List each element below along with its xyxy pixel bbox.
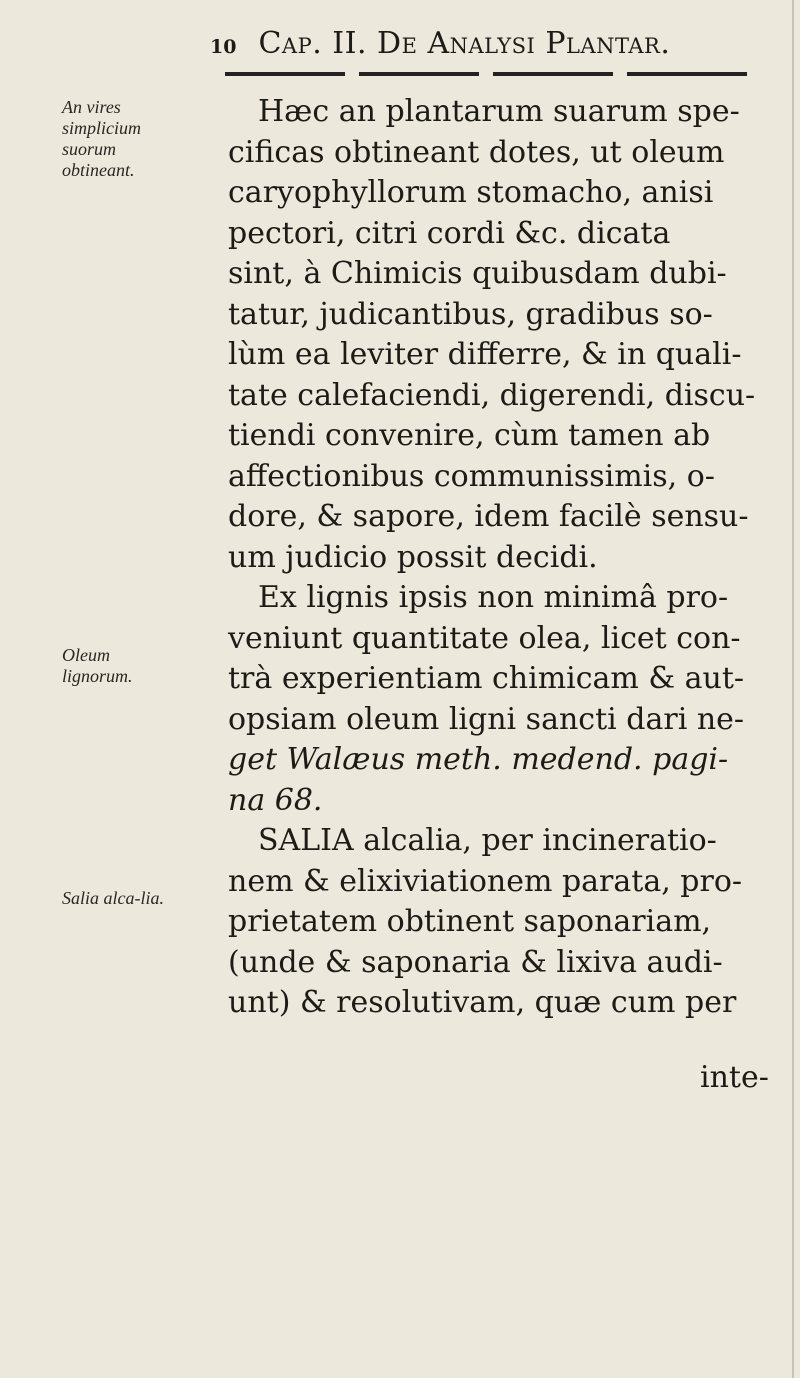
text-line: tiendi convenire, cùm tamen ab bbox=[228, 418, 711, 453]
text-line: tatur, judicantibus, gradibus so- bbox=[228, 296, 713, 332]
header-rule bbox=[225, 72, 753, 76]
text-line: opsiam oleum ligni sancti dari ne- bbox=[228, 701, 745, 737]
text-line: Hæc an plantarum suarum spe- bbox=[258, 94, 740, 129]
margin-note-salia-alcalia: Salia alca-lia. bbox=[62, 888, 164, 908]
text-line: lùm ea leviter differre, & in quali- bbox=[228, 337, 742, 372]
text-line: um judicio possit decidi. bbox=[228, 539, 598, 575]
text-line: affectionibus communissimis, o- bbox=[228, 458, 715, 494]
text-line: unt) & resolutivam, quæ cum per bbox=[228, 985, 737, 1020]
text-line: SALIA alcalia, per incineratio- bbox=[258, 823, 717, 858]
text-line: caryophyllorum stomacho, anisi bbox=[228, 175, 714, 210]
text-line: sint, à Chimicis quibusdam dubi- bbox=[228, 256, 727, 291]
text-line: cificas obtineant dotes, ut oleum bbox=[228, 134, 725, 170]
running-head: Cap. II. De Analysi Plantar. bbox=[258, 26, 671, 61]
text-line: prietatem obtinent saponariam, bbox=[228, 904, 712, 939]
text-line: pectori, citri cordi &c. dicata bbox=[228, 215, 671, 251]
page-edge bbox=[792, 0, 794, 1378]
body-text bbox=[228, 92, 773, 1024]
text-line: get Walæus meth. medend. pagi- bbox=[228, 742, 729, 777]
text-line: nem & elixiviationem parata, pro- bbox=[228, 863, 743, 899]
page-header bbox=[210, 26, 770, 66]
page-number: 10 bbox=[210, 36, 237, 58]
text-line: tate calefaciendi, digerendi, discu- bbox=[228, 377, 756, 413]
catchword: inte- bbox=[700, 1060, 769, 1095]
margin-note-oleum-lignorum: Oleum lignorum. bbox=[62, 645, 133, 686]
margin-note-an-vires: An vires simplicium suorum obtineant. bbox=[62, 97, 141, 180]
text-line: na 68. bbox=[228, 782, 323, 818]
text-line: veniunt quantitate olea, licet con- bbox=[228, 620, 741, 656]
text-line: (unde & saponaria & lixiva audi- bbox=[228, 944, 723, 980]
text-line: dore, & sapore, idem facilè sensu- bbox=[228, 499, 749, 534]
text-line: Ex lignis ipsis non minimâ pro- bbox=[258, 580, 729, 615]
text-line: trà experientiam chimicam & aut- bbox=[228, 661, 745, 696]
